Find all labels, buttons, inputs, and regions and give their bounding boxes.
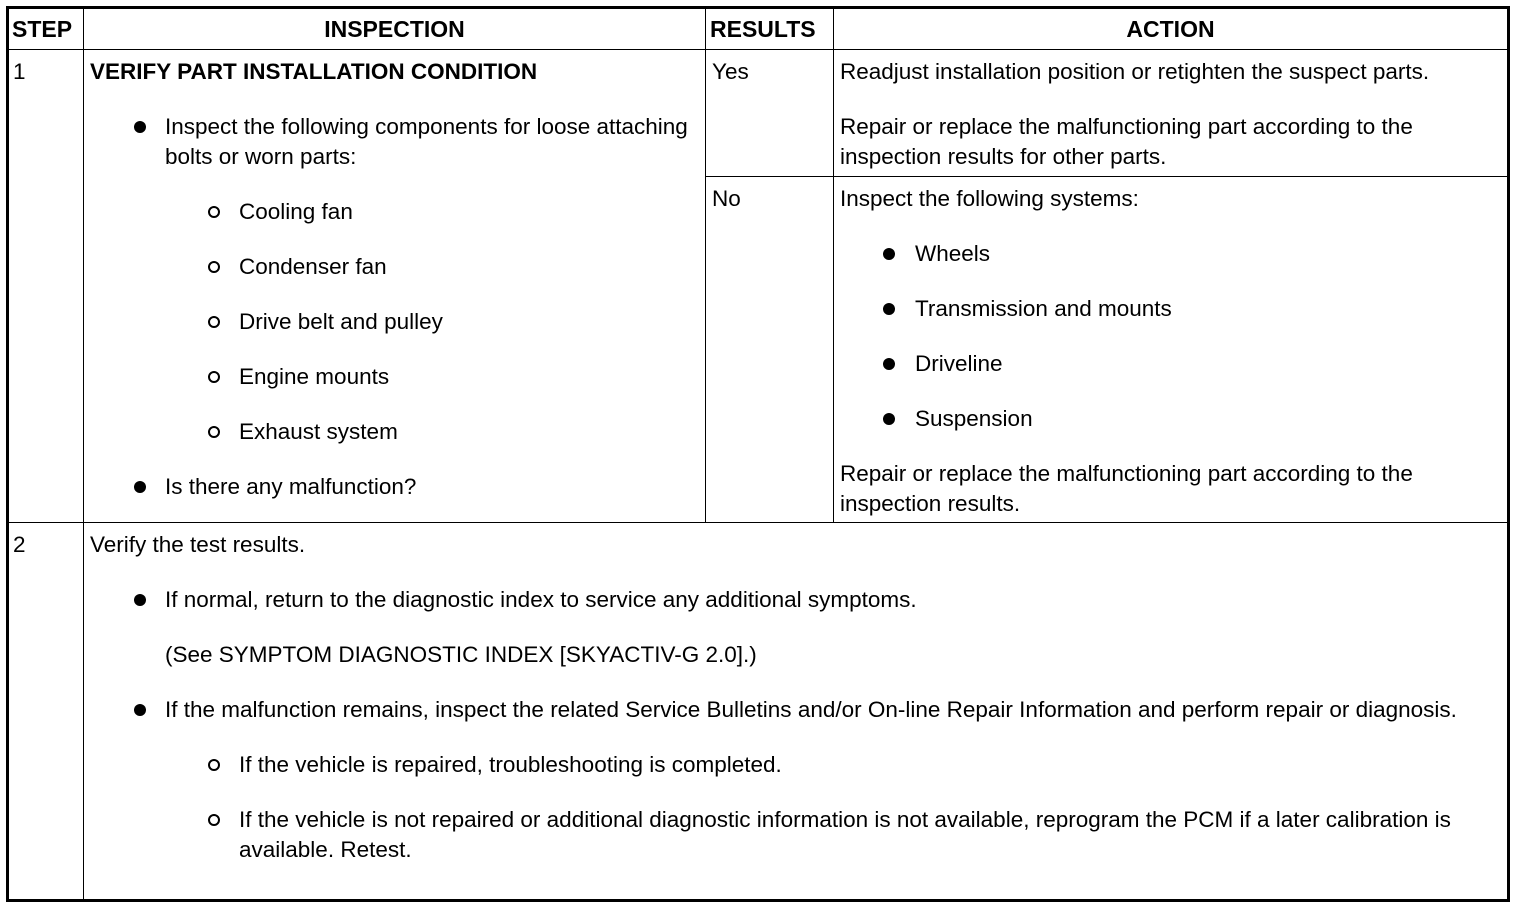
yes-action-2: Repair or replace the malfunctioning part according to the inspection results for other parts. xyxy=(840,114,1413,169)
circle-bullet-icon xyxy=(208,316,220,328)
circle-bullet-icon xyxy=(208,814,220,826)
bullet-icon xyxy=(134,594,146,606)
bullet-icon xyxy=(883,358,895,370)
component-item: Engine mounts xyxy=(239,364,390,389)
step1-yes-result: Yes xyxy=(706,50,834,177)
header-row xyxy=(8,8,1509,50)
list-item xyxy=(840,349,1501,379)
system-item: Transmission and mounts xyxy=(915,296,1172,321)
step1-no-action xyxy=(834,177,1509,523)
list-item xyxy=(90,252,699,282)
step1-number: 1 xyxy=(8,50,84,523)
circle-bullet-icon xyxy=(208,206,220,218)
step1-bullet1: Inspect the following components for loose attaching bolts or worn parts: xyxy=(165,114,688,169)
bullet-icon xyxy=(883,303,895,315)
list-item xyxy=(90,750,1501,780)
no-action-outro: Repair or replace the malfunctioning part according to the inspection results. xyxy=(840,461,1413,516)
step1-inspection xyxy=(84,50,706,523)
bullet-icon xyxy=(883,413,895,425)
header-inspection: INSPECTION xyxy=(84,8,706,50)
list-item xyxy=(840,239,1501,269)
list-item xyxy=(90,472,699,502)
system-item: Suspension xyxy=(915,406,1033,431)
circle-bullet-icon xyxy=(208,426,220,438)
bullet-icon xyxy=(134,704,146,716)
step2-reference: (See SYMPTOM DIAGNOSTIC INDEX [SKYACTIV-G 2.0].) xyxy=(165,642,757,667)
component-item: Exhaust system xyxy=(239,419,398,444)
system-item: Driveline xyxy=(915,351,1003,376)
circle-bullet-icon xyxy=(208,371,220,383)
step1-bullet2: Is there any malfunction? xyxy=(165,474,417,499)
step2-intro: Verify the test results. xyxy=(90,532,306,557)
header-action: ACTION xyxy=(834,8,1509,50)
circle-bullet-icon xyxy=(208,261,220,273)
step2-bullet2: If the malfunction remains, inspect the related Service Bulletins and/or On-line Repair Information and perform repair or diagnosis. xyxy=(165,697,1457,722)
list-item xyxy=(90,417,699,447)
step1-no-result: No xyxy=(706,177,834,523)
yes-action-1: Readjust installation position or retighten the suspect parts. xyxy=(840,59,1430,84)
step2-bullet1: If normal, return to the diagnostic index to service any additional symptoms. xyxy=(165,587,917,612)
list-item xyxy=(90,805,1501,865)
step1-yes-action xyxy=(834,50,1509,177)
list-item xyxy=(90,112,699,172)
step2-sub1: If the vehicle is repaired, troubleshooting is completed. xyxy=(239,752,782,777)
list-item xyxy=(90,197,699,227)
component-item: Cooling fan xyxy=(239,199,353,224)
header-results: RESULTS xyxy=(706,8,834,50)
component-item: Condenser fan xyxy=(239,254,387,279)
system-item: Wheels xyxy=(915,241,991,266)
step2-sub2: If the vehicle is not repaired or additional diagnostic information is not available, reprogram the PCM if a later calibration is available. Retest. xyxy=(239,807,1451,862)
list-item xyxy=(90,307,699,337)
bullet-icon xyxy=(883,248,895,260)
list-item xyxy=(90,695,1501,725)
list-item xyxy=(840,404,1501,434)
header-step: STEP xyxy=(8,8,84,50)
step1-title: VERIFY PART INSTALLATION CONDITION xyxy=(90,59,538,84)
troubleshooting-table xyxy=(6,6,1510,902)
list-item xyxy=(90,585,1501,615)
step2-number: 2 xyxy=(8,523,84,901)
no-action-intro: Inspect the following systems: xyxy=(840,186,1139,211)
step1-yes-row xyxy=(8,50,1509,177)
list-item xyxy=(840,294,1501,324)
circle-bullet-icon xyxy=(208,759,220,771)
list-item xyxy=(90,362,699,392)
step2-row xyxy=(8,523,1509,901)
component-item: Drive belt and pulley xyxy=(239,309,443,334)
bullet-icon xyxy=(134,121,146,133)
step2-content xyxy=(84,523,1509,901)
bullet-icon xyxy=(134,481,146,493)
